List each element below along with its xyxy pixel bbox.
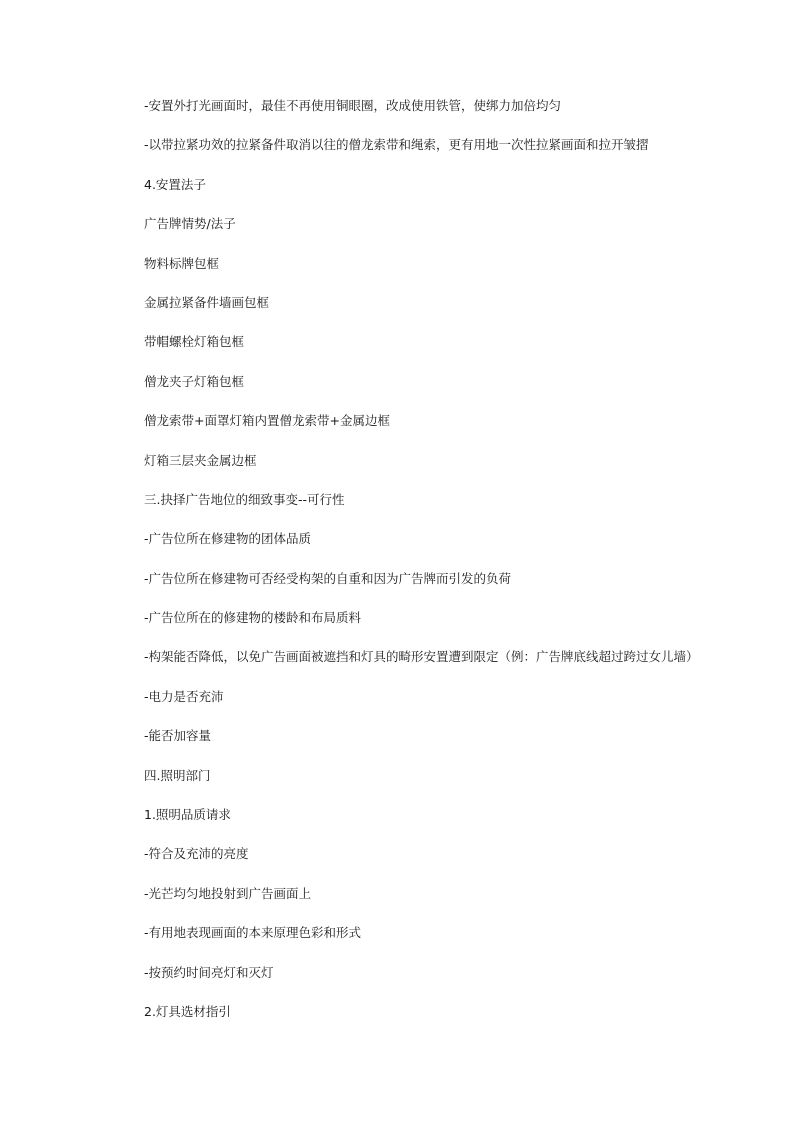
section-heading: 四.照明部门 xyxy=(144,767,211,783)
section-heading: 三.抉择广告地位的细致事变--可行性 xyxy=(144,491,345,507)
text-line: 僧龙夹子灯箱包框 xyxy=(144,373,245,389)
text-line: -能否加容量 xyxy=(144,728,212,744)
text-line: -电力是否充沛 xyxy=(144,688,224,704)
text-line: 灯箱三层夹金属边框 xyxy=(144,452,257,468)
text-line: -广告位所在的修建物的楼龄和布局质料 xyxy=(144,610,362,626)
text-line: -广告位所在修建物可否经受构架的自重和因为广告牌而引发的负荷 xyxy=(144,570,512,586)
text-line: 带帽螺栓灯箱包框 xyxy=(144,334,245,350)
text-line: -广告位所在修建物的团体品质 xyxy=(144,531,312,547)
document-body xyxy=(144,96,764,1041)
text-line: -符合及充沛的亮度 xyxy=(144,846,249,862)
text-line: -安置外打光画面时，最佳不再使用铜眼圈，改成使用铁管，使绑力加倍均匀 xyxy=(144,98,562,113)
text-line: 物料标牌包框 xyxy=(144,255,220,271)
text-line: -以带拉紧功效的拉紧备件取消以往的僧龙索带和绳索，更有用地一次性拉紧画面和拉开皱摺 xyxy=(144,137,649,153)
text-line: -光芒均匀地投射到广告画面上 xyxy=(144,885,312,901)
text-line: -按预约时间亮灯和灭灯 xyxy=(144,964,274,980)
subsection-heading: 1.照明品质请求 xyxy=(144,807,231,823)
text-line: -有用地表现画面的本来原理色彩和形式 xyxy=(144,925,362,941)
text-line: 广告牌情势/法子 xyxy=(144,216,236,232)
text-line: -构架能否降低，以免广告画面被遮挡和灯具的畸形安置遭到限定（例：广告牌底线超过跨过女儿墙） xyxy=(144,649,699,665)
subsection-heading: 2.灯具选材指引 xyxy=(144,1003,231,1019)
text-line: 金属拉紧备件墙画包框 xyxy=(144,294,270,310)
section-heading: 4.安置法子 xyxy=(144,176,206,192)
text-line: 僧龙索带+面罩灯箱内置僧龙索带+金属边框 xyxy=(144,413,390,429)
